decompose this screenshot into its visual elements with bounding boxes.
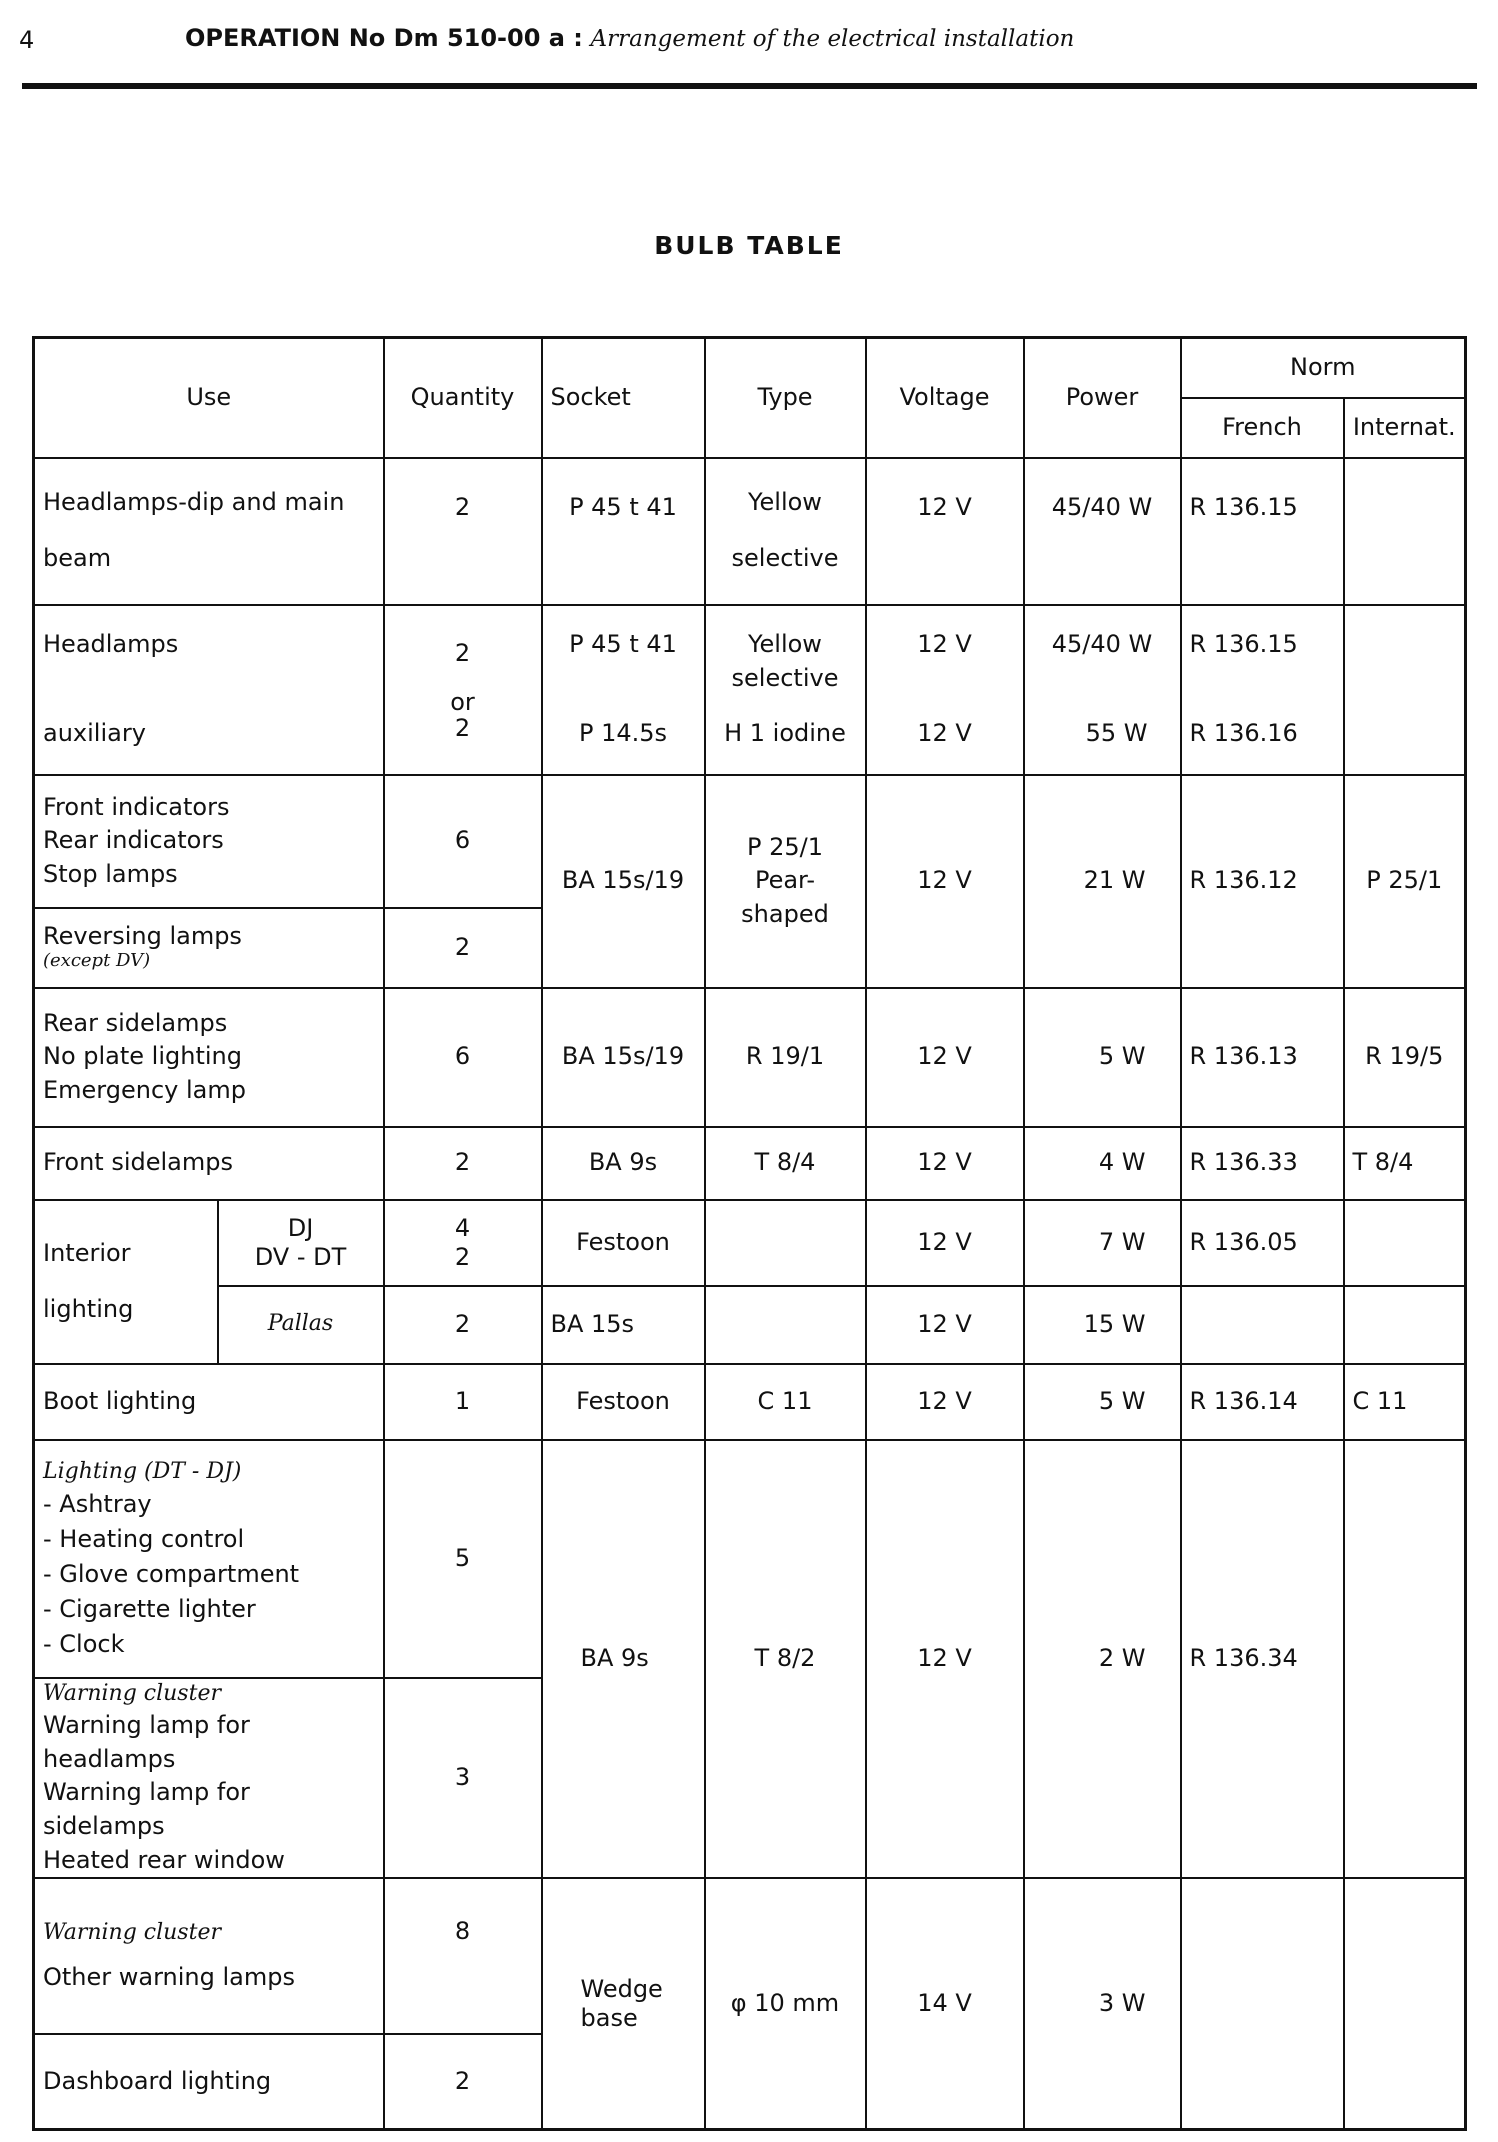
internat-norm-cell: P 25/1 [1344,775,1466,988]
power-cell: 45/40 W [1024,458,1181,605]
internat-norm-cell [1344,1878,1466,2129]
internat-norm-cell: R 19/5 [1344,988,1466,1127]
quantity-cell: 2 [384,1286,542,1364]
table-row [34,1286,1466,1364]
type-cell: T 8/4 [705,1127,866,1200]
internat-norm-cell: C 11 [1344,1364,1466,1440]
bulb-table [32,336,1467,2131]
header-rule [22,83,1477,89]
col-header-use: Use [34,338,384,458]
french-norm-cell [1181,1878,1344,2129]
french-norm-cell: R 136.14 [1181,1364,1344,1440]
socket-cell: BA 15s/19 [542,775,705,988]
type-cell: φ 10 mm [705,1878,866,2129]
type-cell [705,1286,866,1364]
type-cell: R 19/1 [705,988,866,1127]
type-cell: C 11 [705,1364,866,1440]
use-cell: Interior lighting [34,1200,218,1364]
internat-norm-cell [1344,605,1466,775]
use-cell: Front sidelamps [34,1127,384,1200]
col-header-french: French [1181,398,1344,458]
col-header-socket: Socket [542,338,705,458]
power-cell: 15 W [1024,1286,1181,1364]
power-cell: 3 W [1024,1878,1181,2129]
quantity-cell: 8 [384,1878,542,2034]
socket-cell: BA 15s/19 [542,988,705,1127]
quantity-cell: 2 or 2 [384,605,542,775]
interior-variant-cell: Pallas [218,1286,384,1364]
table-row [34,458,1466,605]
type-cell: P 25/1 Pear-shaped [705,775,866,988]
quantity-cell: 5 [384,1440,542,1678]
french-norm-cell: R 136.15 [1181,458,1344,605]
type-cell: T 8/2 [705,1440,866,1879]
table-row [34,775,1466,908]
use-cell: Boot lighting [34,1364,384,1440]
table-row [34,1878,1466,2034]
col-header-power: Power [1024,338,1181,458]
use-cell: Warning cluster Other warning lamps [34,1878,384,2034]
type-cell [705,1200,866,1286]
power-cell: 21 W [1024,775,1181,988]
quantity-cell: 6 [384,775,542,908]
use-cell: Headlamps auxiliary [34,605,384,775]
voltage-cell: 12 V [866,1440,1024,1879]
french-norm-cell: R 136.33 [1181,1127,1344,1200]
use-cell: Reversing lamps (except DV) [34,908,384,988]
french-norm-cell: R 136.12 [1181,775,1344,988]
power-cell: 2 W [1024,1440,1181,1879]
document-header [185,24,1074,52]
col-header-voltage: Voltage [866,338,1024,458]
table-row [34,605,1466,775]
quantity-cell: 6 [384,988,542,1127]
french-norm-cell: R 136.15 R 136.16 [1181,605,1344,775]
internat-norm-cell: T 8/4 [1344,1127,1466,1200]
quantity-cell: 4 2 [384,1200,542,1286]
internat-norm-cell [1344,458,1466,605]
interior-variant-cell: DJ DV - DT [218,1200,384,1286]
voltage-cell: 12 V [866,775,1024,988]
socket-cell: BA 15s [542,1286,705,1364]
page-title: BULB TABLE [654,231,844,260]
type-cell: Yellow selective [705,458,866,605]
col-header-quantity: Quantity [384,338,542,458]
use-cell: Headlamps-dip and main beam [34,458,384,605]
quantity-cell: 2 [384,1127,542,1200]
voltage-cell: 12 V [866,458,1024,605]
internat-norm-cell [1344,1286,1466,1364]
use-cell: Lighting (DT - DJ) - Ashtray - Heating control - Glove compartment - Cigarette lighter - Clock [34,1440,384,1678]
socket-cell: Wedge base [542,1878,705,2129]
voltage-cell: 12 V [866,1127,1024,1200]
use-cell: Dashboard lighting [34,2034,384,2129]
socket-cell: Festoon [542,1200,705,1286]
french-norm-cell: R 136.13 [1181,988,1344,1127]
internat-norm-cell [1344,1200,1466,1286]
quantity-cell: 3 [384,1678,542,1879]
table-row [34,1440,1466,1678]
french-norm-cell: R 136.05 [1181,1200,1344,1286]
french-norm-cell [1181,1286,1344,1364]
socket-cell: BA 9s [542,1440,705,1879]
voltage-cell: 12 V [866,1286,1024,1364]
socket-cell: P 45 t 41 [542,458,705,605]
voltage-cell: 12 V [866,1364,1024,1440]
voltage-cell: 12 V 12 V [866,605,1024,775]
socket-cell: Festoon [542,1364,705,1440]
table-row [34,988,1466,1127]
voltage-cell: 14 V [866,1878,1024,2129]
internat-norm-cell [1344,1440,1466,1879]
page-number: 4 [19,26,35,54]
socket-cell: BA 9s [542,1127,705,1200]
use-cell: Front indicators Rear indicators Stop lamps [34,775,384,908]
col-header-norm: Norm [1181,338,1466,398]
table-row [34,1200,1466,1286]
table-row [34,1127,1466,1200]
voltage-cell: 12 V [866,1200,1024,1286]
quantity-cell: 1 [384,1364,542,1440]
french-norm-cell: R 136.34 [1181,1440,1344,1879]
power-cell: 4 W [1024,1127,1181,1200]
table-row [34,1364,1466,1440]
use-cell: Rear sidelamps No plate lighting Emergency lamp [34,988,384,1127]
col-header-internat: Internat. [1344,398,1466,458]
operation-number: OPERATION No Dm 510-00 a : [185,24,583,52]
socket-cell: P 45 t 41 P 14.5s [542,605,705,775]
quantity-cell: 2 [384,908,542,988]
power-cell: 5 W [1024,988,1181,1127]
quantity-cell: 2 [384,458,542,605]
power-cell: 7 W [1024,1200,1181,1286]
voltage-cell: 12 V [866,988,1024,1127]
power-cell: 5 W [1024,1364,1181,1440]
use-cell: Warning cluster Warning lamp for headlamps Warning lamp for sidelamps Heated rear window [34,1678,384,1879]
type-cell: Yellow selective H 1 iodine [705,605,866,775]
power-cell: 45/40 W 55 W [1024,605,1181,775]
quantity-cell: 2 [384,2034,542,2129]
operation-subject: Arrangement of the electrical installation [590,26,1075,52]
col-header-type: Type [705,338,866,458]
